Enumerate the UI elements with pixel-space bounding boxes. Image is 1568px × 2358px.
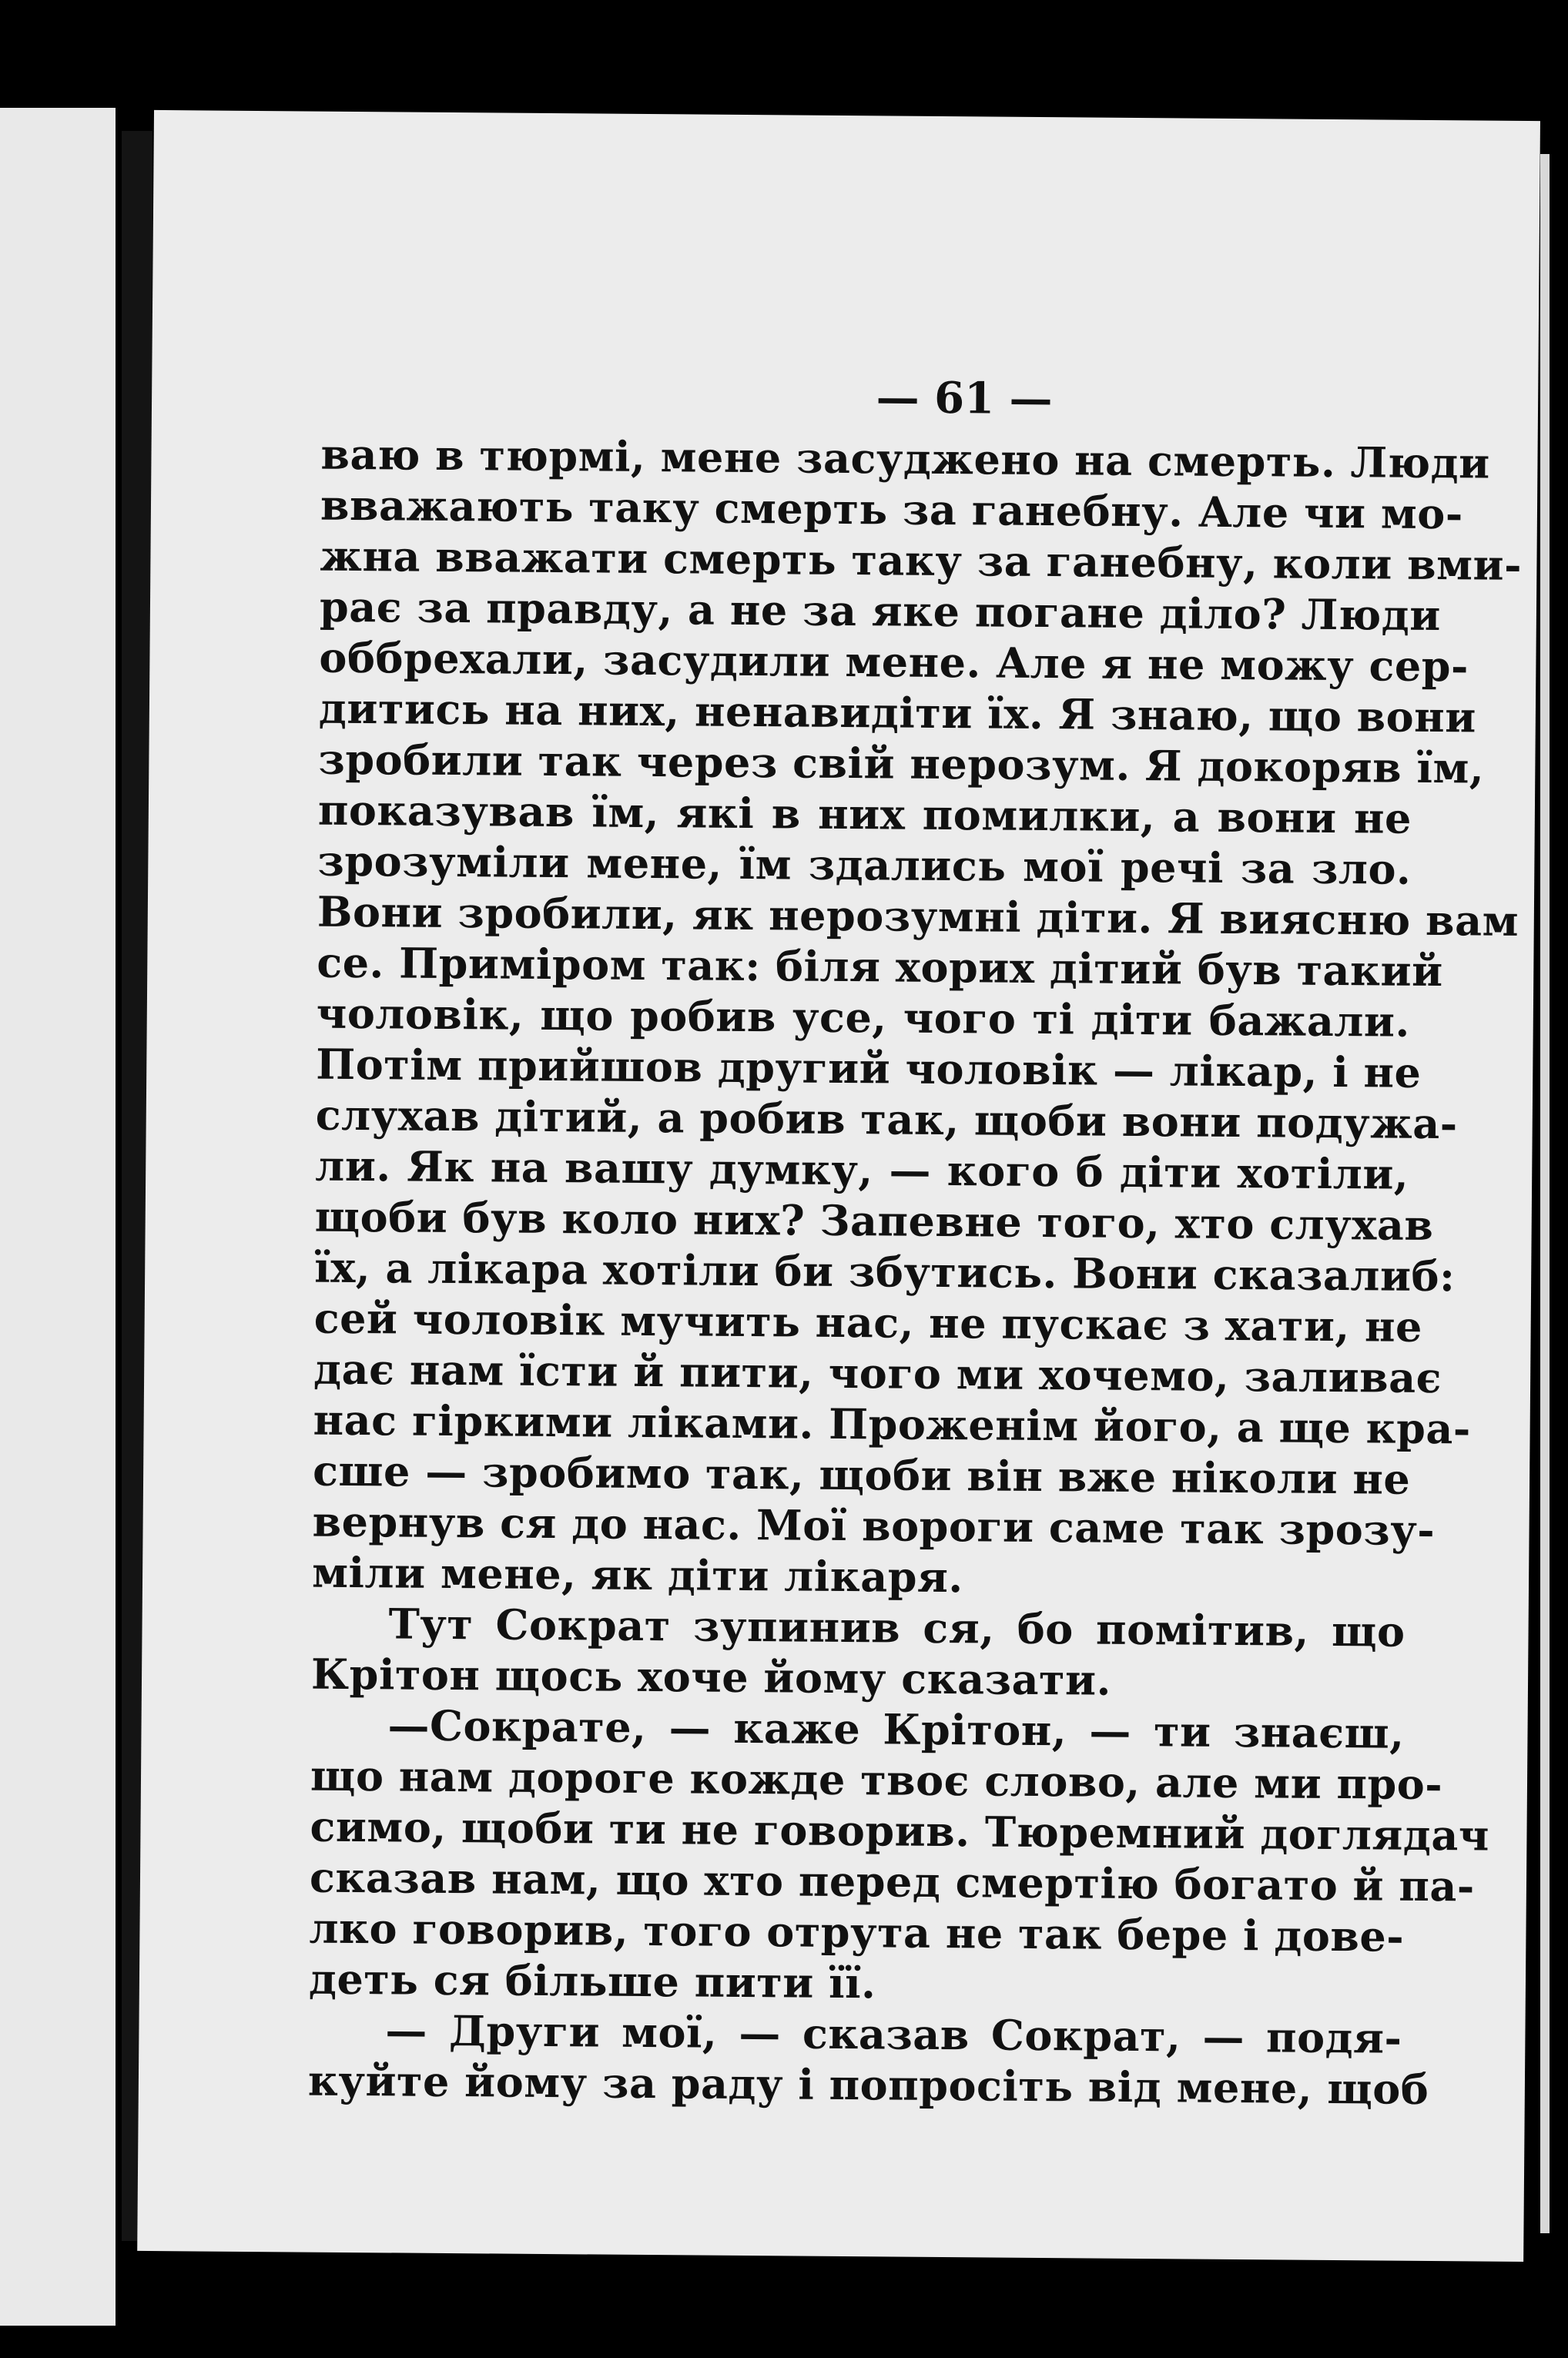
text-line: дитись на них, ненавидіти їх. Я знаю, що вони	[318, 683, 1477, 742]
text-line: зрозуміли мене, їм здались мої речі за зло.	[317, 836, 1412, 894]
text-line: міли мене, як діти лікаря.	[311, 1547, 963, 1603]
text-line: оббрехали, засудили мене. Але я не можу сер-	[319, 632, 1469, 692]
body-text	[307, 429, 1523, 2115]
text-line: що нам дороге кожде твоє слово, але ми про-	[310, 1750, 1443, 1810]
text-line: вважають таку смерть за ганебну. Але чи мо-	[320, 480, 1464, 539]
text-line: Крітон щось хоче йому сказати.	[310, 1649, 1112, 1705]
text-line: слухав дітий, а робив так, щоби вони подужа-	[315, 1090, 1458, 1149]
text-line: рає за правду, а не за яке погане діло? Люди	[319, 581, 1442, 641]
text-line: сей чоловік мучить нас, не пускає з хати, не	[313, 1293, 1423, 1351]
text-line: сше — зробимо так, щоби він вже ніколи не	[312, 1445, 1411, 1504]
text-line: лко говорив, того отрута не так бере і дове-	[309, 1903, 1405, 1961]
text-line: нас гіркими ліками. Проженім його, а ще кра-	[313, 1395, 1472, 1454]
book-page	[137, 110, 1540, 2262]
page-text-block	[307, 366, 1523, 2115]
text-line: Вони зробили, як нерозумні діти. Я виясню вам	[317, 886, 1519, 946]
text-line: симо, щоби ти не говорив. Тюремний доглядач	[310, 1801, 1490, 1861]
text-line: показував їм, які в них помилки, а вони не	[317, 785, 1412, 843]
left-page-edge	[0, 108, 116, 2326]
text-line: куйте йому за раду і попросіть від мене, щоб	[307, 2055, 1429, 2115]
text-line: зробили так через свій нерозум. Я докоряв їм,	[318, 734, 1485, 793]
text-line: ли. Як на вашу думку, — кого б діти хотіли,	[315, 1140, 1409, 1199]
text-line: деть ся більше пити її.	[308, 1954, 876, 2008]
text-line: —Сократе, — каже Крітон, — ти знаєш,	[387, 1700, 1405, 1758]
text-line: се. Приміром так: біля хорих дітий був такий	[317, 937, 1443, 996]
text-line: чоловік, що робив усе, чого ті діти бажали.	[316, 988, 1411, 1047]
text-line: вернув ся до нас. Мої вороги саме так зрозу-	[312, 1496, 1436, 1556]
text-line: сказав нам, що хто перед смертію богато й па-	[309, 1852, 1476, 1911]
text-line: — Други мої, — сказав Сократ, — подя-	[385, 2005, 1402, 2063]
text-line: жна вважати смерть таку за ганебну, коли вми-	[320, 531, 1523, 590]
text-line: Потім прийшов другий чоловік — лікар, і не	[316, 1039, 1422, 1097]
page-edge-shadow	[1540, 154, 1550, 2233]
page-number: — 61 —	[876, 372, 1053, 425]
text-line: ваю в тюрмі, мене засуджено на смерть. Люди	[320, 429, 1490, 488]
text-line: Тут Сократ зупинив ся, бо помітив, що	[388, 1599, 1406, 1656]
text-line: їх, а лікара хотіли би збутись. Вони сказалиб:	[313, 1242, 1456, 1301]
text-line: дає нам їсти й пити, чого ми хочемо, заливає	[313, 1344, 1442, 1403]
text-line: щоби був коло них? Запевне того, хто слухав	[314, 1191, 1434, 1251]
